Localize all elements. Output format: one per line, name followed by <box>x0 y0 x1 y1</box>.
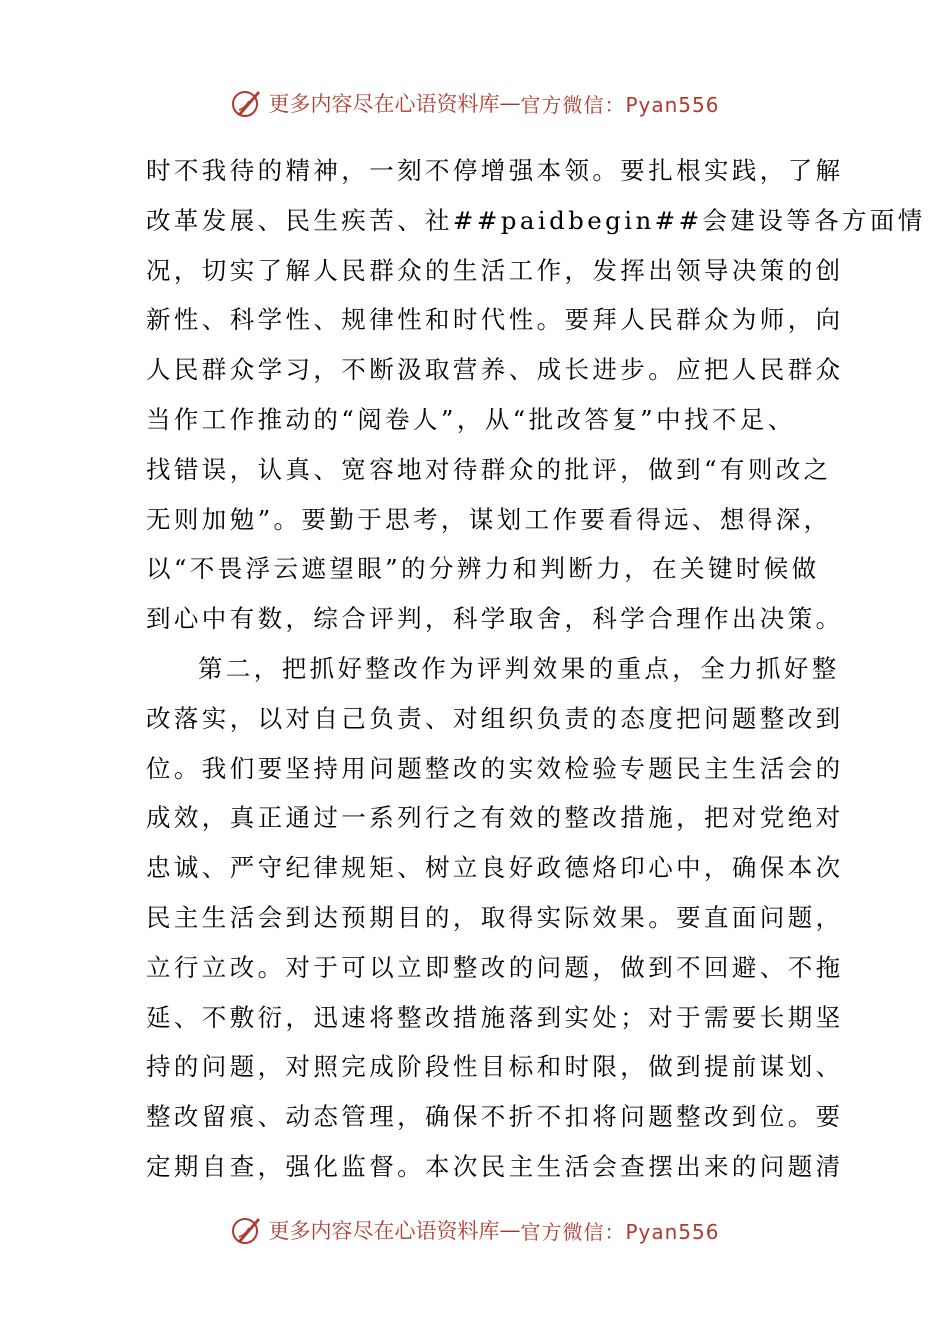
header-wechat: 官方微信：Pyan556 <box>520 92 720 117</box>
footer-wechat: 官方微信：Pyan556 <box>520 1219 720 1244</box>
body-line: 时不我待的精神，一刻不停增强本领。要扎根实践，了解 <box>146 156 844 185</box>
quill-logo-icon <box>230 1213 264 1247</box>
footer-watermark <box>0 1210 950 1250</box>
body-line: 以“不畏浮云遮望眼”的分辨力和判断力，在关键时候做 <box>146 554 820 584</box>
body-line: 当作工作推动的“阅卷人”，从“批改答复”中找不足、 <box>146 404 796 434</box>
body-line: 况，切实了解人民群众的生活工作，发挥出领导决策的创 <box>146 255 844 285</box>
body-line: 整改留痕、动态管理，确保不折不扣将问题整改到位。要 <box>146 1102 844 1132</box>
body-line: 改革发展、民生疾苦、社##paidbegin##会建设等各方面情 <box>146 205 926 235</box>
document-body <box>146 146 926 1192</box>
body-line: 无则加勉”。要勤于思考，谋划工作要看得远、想得深， <box>146 504 832 534</box>
header-site-name: 更多内容尽在心语资料库 <box>268 92 500 116</box>
header-watermark <box>0 83 950 123</box>
body-line: 持的问题，对照完成阶段性目标和时限，做到提前谋划、 <box>146 1052 844 1082</box>
footer-dash: — <box>499 1218 521 1242</box>
header-dash: — <box>499 91 521 115</box>
body-line: 到心中有数，综合评判，科学取舍，科学合理作出决策。 <box>146 604 844 634</box>
body-line: 位。我们要坚持用问题整改的实效检验专题民主生活会的 <box>146 753 844 783</box>
paragraph-start-line: 第二，把抓好整改作为评判效果的重点，全力抓好整 <box>198 653 840 683</box>
body-line: 定期自查，强化监督。本次民主生活会查摆出来的问题清 <box>146 1151 844 1181</box>
body-line: 忠诚、严守纪律规矩、树立良好政德烙印心中，确保本次 <box>146 853 844 883</box>
body-line: 立行立改。对于可以立即整改的问题，做到不回避、不拖 <box>146 952 844 982</box>
quill-logo-icon <box>230 86 264 120</box>
body-line: 改落实，以对自己负责、对组织负责的态度把问题整改到 <box>146 703 844 733</box>
footer-site-name: 更多内容尽在心语资料库 <box>268 1219 500 1243</box>
body-line: 成效，真正通过一系列行之有效的整改措施，把对党绝对 <box>146 803 844 833</box>
body-line: 人民群众学习，不断汲取营养、成长进步。应把人民群众 <box>146 355 844 385</box>
body-line: 延、不敷衍，迅速将整改措施落到实处；对于需要长期坚 <box>146 1002 844 1032</box>
body-line: 新性、科学性、规律性和时代性。要拜人民群众为师，向 <box>146 305 844 335</box>
body-line: 民主生活会到达预期目的，取得实际效果。要直面问题， <box>146 902 844 932</box>
body-line: 找错误，认真、宽容地对待群众的批评，做到“有则改之 <box>146 454 832 484</box>
